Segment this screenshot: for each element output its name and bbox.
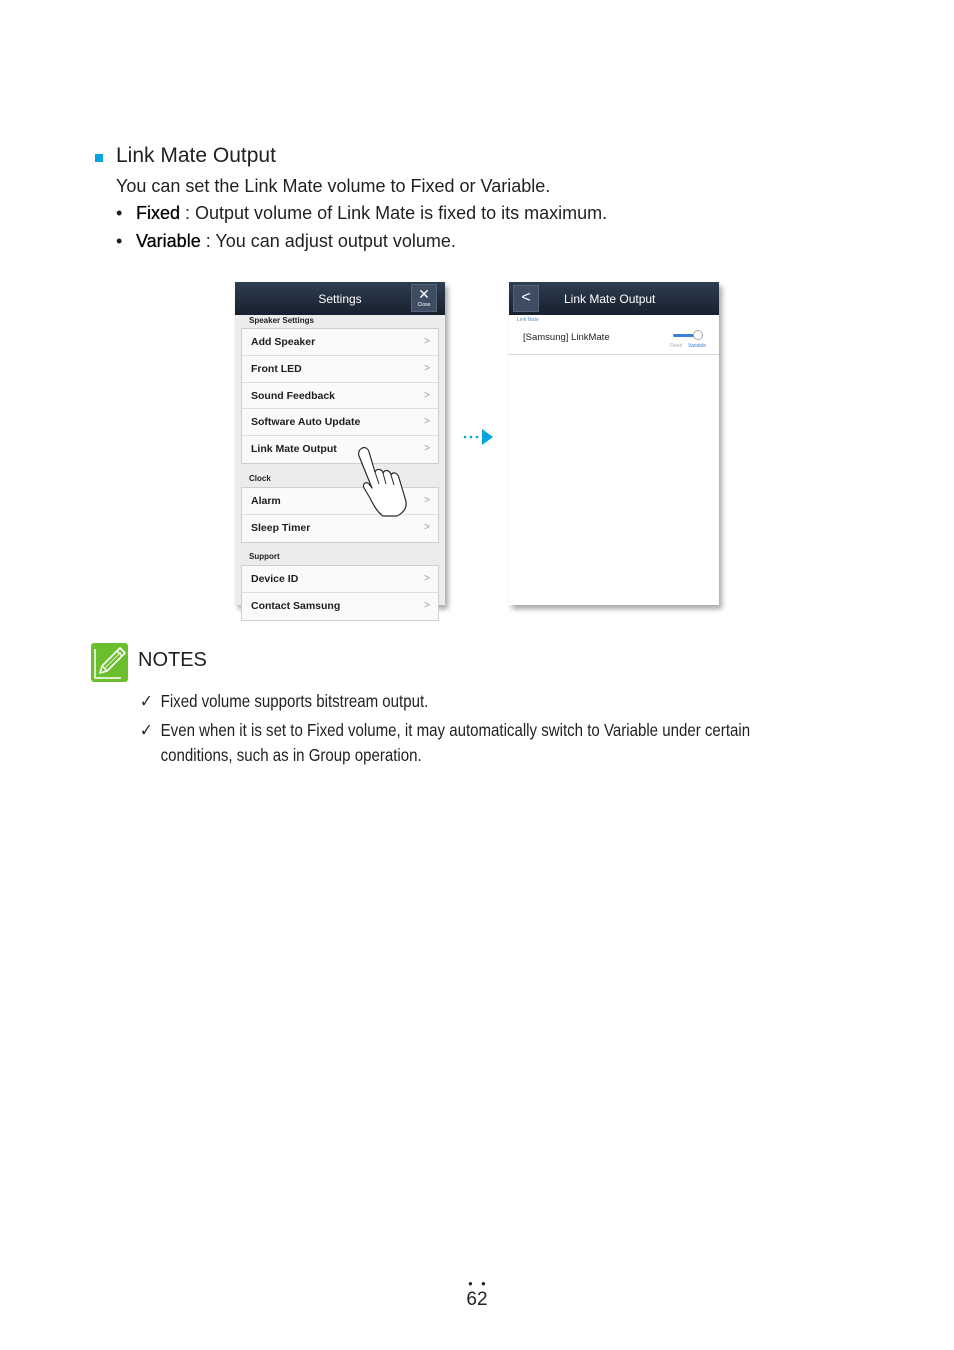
notes-title: NOTES xyxy=(138,649,207,671)
dotted-arrow-icon xyxy=(462,427,496,447)
chevron-right-icon: > xyxy=(424,389,430,401)
settings-item-software-auto-update[interactable]: Software Auto Update > xyxy=(242,409,438,436)
note-item xyxy=(140,689,776,714)
settings-title: Settings xyxy=(318,292,362,306)
settings-item-contact-samsung[interactable]: Contact Samsung > xyxy=(242,593,438,620)
pencil-note-icon xyxy=(91,643,128,682)
toggle-knob[interactable] xyxy=(693,330,703,340)
settings-item-link-mate-output[interactable]: Link Mate Output > xyxy=(242,436,438,463)
group-title-clock: Clock xyxy=(249,474,271,483)
note-text: Fixed volume supports bitstream output. xyxy=(160,691,429,711)
group-title-speaker-settings: Speaker Settings xyxy=(249,316,314,325)
linkmate-device-name: [Samsung] LinkMate xyxy=(523,332,610,343)
linkmate-section-label: Link Mate xyxy=(517,317,539,323)
group-title-support: Support xyxy=(249,552,280,561)
group-speaker-settings xyxy=(241,328,439,464)
settings-item-add-speaker[interactable]: Add Speaker > xyxy=(242,329,438,356)
settings-screenshot xyxy=(235,282,445,612)
linkmate-screenshot xyxy=(509,282,719,605)
bullet-text: : Output volume of Link Mate is fixed to its maximum. xyxy=(180,203,608,223)
toggle-label-variable: Variable xyxy=(688,343,706,349)
settings-item-front-led[interactable]: Front LED > xyxy=(242,356,438,383)
bullet-term: Variable xyxy=(136,231,201,251)
bullet-fixed xyxy=(116,203,607,224)
chevron-right-icon: > xyxy=(424,495,430,506)
group-support xyxy=(241,565,439,621)
bullet-dot: • xyxy=(116,203,123,223)
check-icon: ✓ xyxy=(140,720,153,740)
chevron-right-icon: > xyxy=(424,336,430,347)
section-intro: You can set the Link Mate volume to Fixed or Variable. xyxy=(116,176,551,196)
settings-item-device-id[interactable]: Device ID > xyxy=(242,566,438,593)
settings-item-alarm[interactable]: Alarm > xyxy=(242,488,438,515)
settings-item-sound-feedback[interactable]: Sound Feedback > xyxy=(242,383,438,410)
bullet-text: : You can adjust output volume. xyxy=(200,231,456,251)
close-icon: ✕ xyxy=(418,286,430,302)
note-text: Even when it is set to Fixed volume, it may automatically switch to Variable under certain conditions, such as in Group operation. xyxy=(160,720,751,765)
settings-item-sleep-timer[interactable]: Sleep Timer > xyxy=(242,515,438,542)
section-title: Link Mate Output xyxy=(116,144,276,167)
chevron-left-icon: < xyxy=(521,289,531,306)
bullet-dot: • xyxy=(116,231,123,251)
linkmate-device-row xyxy=(509,322,719,355)
bullet-term: Fixed xyxy=(136,203,181,223)
linkmate-title-bar xyxy=(509,282,719,315)
chevron-right-icon: > xyxy=(424,443,430,455)
close-label: Close xyxy=(417,302,431,308)
toggle-label-fixed: Fixed xyxy=(670,343,683,349)
chevron-right-icon: > xyxy=(424,573,430,584)
chevron-right-icon: > xyxy=(424,599,430,611)
note-item xyxy=(140,718,776,768)
chevron-right-icon: > xyxy=(424,416,430,428)
settings-title-bar xyxy=(235,282,445,315)
page-dots: ● ● xyxy=(468,1279,489,1288)
tapping-hand-icon xyxy=(353,446,423,518)
square-bullet-icon xyxy=(95,154,103,162)
chevron-right-icon: > xyxy=(424,521,430,533)
page-number: 62 xyxy=(466,1289,488,1310)
bullet-variable xyxy=(116,231,456,252)
close-button[interactable] xyxy=(411,284,437,312)
linkmate-title: Link Mate Output xyxy=(564,292,656,306)
chevron-right-icon: > xyxy=(424,362,430,374)
check-icon: ✓ xyxy=(140,691,153,711)
back-button[interactable] xyxy=(513,285,539,312)
